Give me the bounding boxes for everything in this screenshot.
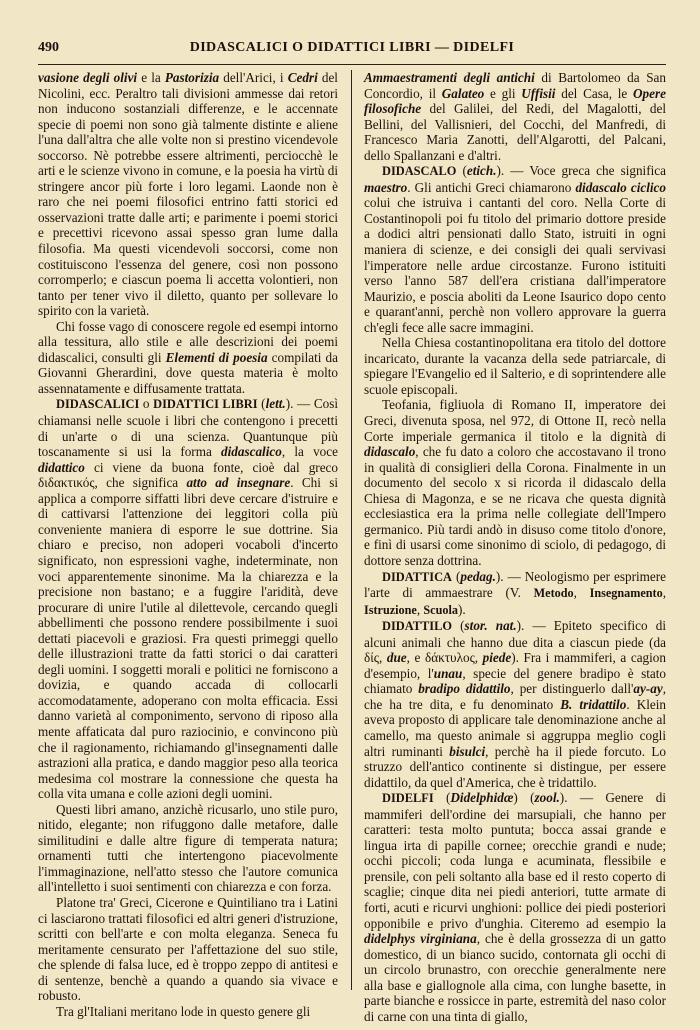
text-run: . Gli antichi Greci chiamarono	[407, 179, 576, 195]
text-run: (	[433, 790, 451, 806]
page-header	[38, 38, 666, 62]
column-divider	[351, 70, 352, 990]
emphasis-run: vasione degli olivi	[38, 70, 138, 85]
text-run: Platone tra' Greci, Cicerone e Quintiliano tra i Latini ci lasciarono trattati filosofici ed altri generi d'istruzione, scritti con bell'arte e con molta eleganza. Seneca fu meritamente censurato per l'affettazione del suo stile, che splende di falsa luce, ed è troppo zeppo di antitesi e di sentenze, benchè a quando a quando sia vivace e robusto.	[38, 894, 338, 1004]
text-run: Tra gl'Italiani meritano lode in questo genere gli	[56, 1003, 311, 1019]
text-run: del Nicolini, ecc. Peraltro tali divisioni ammesse dai retori non inducono sostanziali differenze, e le accennate specie di poemi non sono già talmente distinte e aliene l'una dall'altra che alle volte non si prestino vicendevole soccorso. Nè potrebbe essere altrimenti, perciocchè le arti e le scienze vivono in comune, e la poesia ha virtù di stringere ancor più forte i loro legami. Laonde non è raro che nei poemi filosofici entrino fatti storici ed osservazioni tratte dalle arti; e parimente i poemi storici e precettivi ricevono assai spesso gran lume dalla filosofia. Ma questi vicendevoli soccorsi, come non costituiscono l'essenza del genere, così non possono corromperlo; e ciascun poema li accetta volontieri, non tanto per tener vivo il diletto, quanto per sollevare lo spirito con la varietà.	[38, 70, 338, 319]
emphasis-run: ay-ay	[633, 681, 663, 697]
emphasis-run: zool.	[534, 790, 560, 806]
page-number: 490	[38, 40, 59, 55]
emphasis-run: Opere filosofiche	[364, 85, 666, 117]
emphasis-run: didelphys virginiana	[364, 931, 477, 947]
paragraph	[364, 397, 666, 568]
paragraph	[364, 70, 666, 163]
text-run: . Klein aveva proposto di applicare tale denominazione anche al camello, ma questo animale si aggruppa meglio cogli altri ruminanti	[364, 696, 666, 759]
text-run: . Chi si applica a comporre siffatti libri deve cercare d'istruire e di cattivarsi l'attenzione dei leggitori colla più conveniente maniera di esporre le sue dottrine. Sia chiaro e preciso, non adoperi vocaboli d'incerto significato, non espressioni vaghe, indeterminate, non voci apparentemente sinonime. Ma la chiarezza e la precisione non bastano; e a fuggire l'aridità, deve procurare di unire l'utile al dilettevole, cercando quegli abbellimenti che possono rendere possibilmente i suoi dettati piacevoli e graziosi. Fra questi primeggi quello delle illustrazioni tratte da fatti storici o dai caratteri degli uomini. I soggetti morali e politici ne forniscono a dovizia, e quando accada di collocarli accomodatamente, adoperano con molta efficacia. Essi danno varietà al componimento, servono di riposo alla mente affaticata dal puro raziocinio, e convincono più che il ragionamento, richiamando gl'insegnamenti dalle astrazioni alla pratica, e dando maggior peso alla teorica medesima col mostrare la connessione che questa ha colla vita umana e colle azioni degli uomini.	[38, 475, 338, 802]
emphasis-run: bradipo didattilo	[418, 681, 511, 697]
text-run: ). — Epiteto specifico di alcuni animali che hanno due dita a ciascun piede (da δίς,	[364, 618, 666, 666]
emphasis-run: didascalo	[364, 444, 416, 460]
emphasis-run: maestro	[364, 179, 408, 195]
entry-didascalici-libri	[38, 396, 338, 801]
text-run: ). — Voce greca che significa	[496, 163, 666, 179]
emphasis-run: atto ad insegnare	[186, 475, 291, 491]
text-run: , che fu dato a coloro che accostavano il trono in qualità di consiglieri della Corona. Finalmente in un documento del secolo x si ricorda il didascalo della Chiesa di Magonza, e se ne ricava che questa dignità ecclesiastica era la prima nelle collegiate dell'Impero germanico. Più tardi andò in disuso come titolo d'onore, e finì di usarsi come sinonimo di sciolo, di pedagogo, di dottore senza dottrina.	[364, 444, 666, 568]
text-run: ci viene da buona fonte, cioè dal greco διδακτικός, che significa	[38, 459, 338, 491]
text-run: ). — Genere di mammiferi dell'ordine dei marsupiali, che hanno per caratteri: testa molto puntuta; bocca assai grande e lingua irta di papille cornee; orecchie grandi e nude; occhi piccoli; coda lunga e acuminata, flessibile e prensile, con peli soltanto alla base ed il resto coperto di scaglie; cinque dita nei piedi anteriori, tutte armate di forti, acuti e ricurvi unghioni: pollice dei piedi posteriori opponibile e privo d'unghia. Citeremo ad esempio la	[364, 790, 666, 931]
emphasis-run: Istruzione	[364, 602, 417, 617]
emphasis-run: Galateo	[441, 85, 485, 101]
paragraph	[38, 319, 338, 397]
emphasis-run: unau	[433, 665, 463, 681]
text-run: Questi libri amano, anzichè ricusarlo, uno stile puro, nitido, elegante; non rifuggono dalle metafore, dalle similitudini e dalle altre figure di temperata natura; ornamenti tutti che intertengono piacevolmente l'immaginazione, nell'atto stesso che l'autore comunica all'intelletto i suoi sentimenti con chiarezza e con forza.	[38, 801, 338, 895]
text-run: , specie del genere bradipo è stato chiamato	[364, 665, 666, 697]
emphasis-run: didascalo ciclico	[575, 179, 666, 195]
emphasis-run: Scuola	[423, 602, 458, 617]
header-rule	[38, 64, 666, 65]
emphasis-run: Elementi di poesia	[165, 349, 268, 365]
text-run: ). — Neologismo per esprimere l'arte di ammaestrare (V.	[364, 568, 666, 601]
emphasis-run: Cedri	[287, 70, 318, 85]
entry-headword: DIDASCALO	[382, 164, 457, 179]
entry-didelfi	[364, 790, 666, 1024]
emphasis-run: Insegnamento	[589, 586, 663, 601]
text-run: ,	[416, 601, 424, 617]
entry-headword: DIDASCALICI	[56, 397, 140, 412]
text-run: , perchè ha il piede forcuto. Lo struzzo dell'antico continente si distingue, per essere didattilo, da quel d'America, che è tridattilo.	[364, 743, 667, 790]
text-run: e la	[137, 70, 165, 85]
text-run: (	[452, 618, 465, 634]
paragraph	[38, 802, 338, 895]
emphasis-run: didattico	[38, 459, 85, 475]
text-run: (	[456, 163, 467, 179]
entry-didattilo	[364, 618, 666, 790]
text-run: , che è della grossezza di un gatto domestico, di un bianco sucido, contornata gli occhi di un circolo brunastro, con orecchie generalmente nere alla base e giallognole alla cima, con lunghe basette, in parte bianche e rossicce in parte, estremità del naso color di carne con una tinta di giallo,	[364, 931, 666, 1024]
text-run: (	[452, 568, 461, 584]
entry-didattica	[364, 569, 666, 619]
text-run: compilati da Giovanni Gherardini, dove questa materia è molto assennatamente e diffusamente trattata.	[38, 349, 338, 396]
text-run: di Bartolomeo da San Concordio, il	[364, 70, 667, 101]
emphasis-run: Uffisii	[521, 85, 556, 101]
emphasis-run: etich.	[466, 163, 497, 179]
emphasis-run: stor. nat.	[464, 618, 517, 634]
text-run: , che ha tre dita, e fu denominato	[364, 681, 666, 712]
emphasis-run: B. tridattilo	[560, 696, 627, 712]
entry-headword: DIDATTICI LIBRI	[153, 397, 258, 412]
text-run: Chi fosse vago di conoscere regole ed esempi intorno alla tessitura, allo stile e alle descrizioni dei poemi didascalici, consulti gli	[38, 318, 338, 365]
paragraph	[38, 70, 338, 319]
text-run: del Galilei, del Redi, del Magalotti, del Bellini, del Vallisnieri, del Cocchi, del Manfredi, di Francesco Maria Zanotti, dell'Algarotti, del Palcani, dello Spallanzani e d'altri.	[364, 101, 666, 163]
entry-headword: DIDATTILO	[382, 619, 452, 634]
paragraph	[38, 1004, 338, 1020]
text-run: Nella Chiesa costantinopolitana era titolo del dottore incaricato, durante la vacanza della sede patriarcale, di spiegare l'Evangelio ed il Salterio, e di soprintendere alle scuole episcopali.	[364, 335, 666, 397]
left-column	[38, 70, 338, 1019]
text-run: ,	[573, 585, 590, 601]
text-run: Teofania, figliuola di Romano II, imperatore dei Greci, divenuta sposa, nel 972, di Ottone II, recò nella Corte imperiale germanica il titolo e la dignità di	[364, 397, 666, 444]
text-run: (	[257, 396, 266, 412]
emphasis-run: Ammaestramenti degli antichi	[364, 70, 535, 85]
emphasis-run: didascalico	[221, 444, 282, 460]
text-run: ).	[457, 601, 466, 617]
entry-didascalo	[364, 163, 666, 335]
emphasis-run: Didelphidæ	[450, 790, 514, 806]
entry-headword: DIDELFI	[382, 791, 434, 806]
running-title: DIDASCALICI O DIDATTICI LIBRI — DIDELFI	[189, 40, 515, 55]
emphasis-run: pedag.	[460, 568, 496, 584]
text-run: ). Fra i mammiferi, a cagion d'esempio, l'	[364, 650, 666, 681]
text-run: dell'Arici, i	[219, 70, 288, 85]
text-run: , per distinguerlo dall'	[510, 681, 634, 697]
emphasis-run: Pastorizia	[164, 70, 220, 85]
paragraph	[364, 335, 666, 397]
right-column	[364, 70, 666, 1024]
emphasis-run: due	[386, 650, 407, 666]
text-run: , la voce	[281, 444, 338, 460]
text-run: colui che istruiva i cantanti del coro. Nella Corte di Costantinopoli poi fu titolo del primario dottore preside a dodici altri pensionati dallo Stato, istruiti in ogni maniera di scienze, e dei consigli dei quali servivasi l'imperatore nelle ardue circostanze. Furono istituiti verso l'anno 587 dell'era cristiana dall'imperatore Maurizio, e poscia aboliti da Leone Isaurico dopo cento e quarant'anni, perchè non vollero approvare la guerra ch'egli fece alle sacre immagini.	[364, 195, 666, 335]
text-run: , e δάκτυλος,	[406, 650, 483, 666]
text-run: ). — Così chiamansi nelle scuole i libri che contengono i precetti di un'arte o di una scienza. Quantunque più toscanamente si usi la forma	[38, 396, 339, 460]
text-run: e gli	[484, 85, 522, 101]
paragraph	[38, 895, 338, 1004]
text-run: o	[139, 396, 154, 412]
emphasis-run: bisulci	[449, 743, 486, 759]
text-run: del Casa, le	[555, 85, 634, 101]
emphasis-run: piede	[482, 650, 512, 666]
emphasis-run: lett.	[265, 396, 286, 412]
text-run: ) (	[513, 790, 535, 806]
text-run: ,	[662, 585, 667, 601]
entry-headword: DIDATTICA	[382, 569, 452, 584]
emphasis-run: Metodo	[533, 586, 574, 601]
